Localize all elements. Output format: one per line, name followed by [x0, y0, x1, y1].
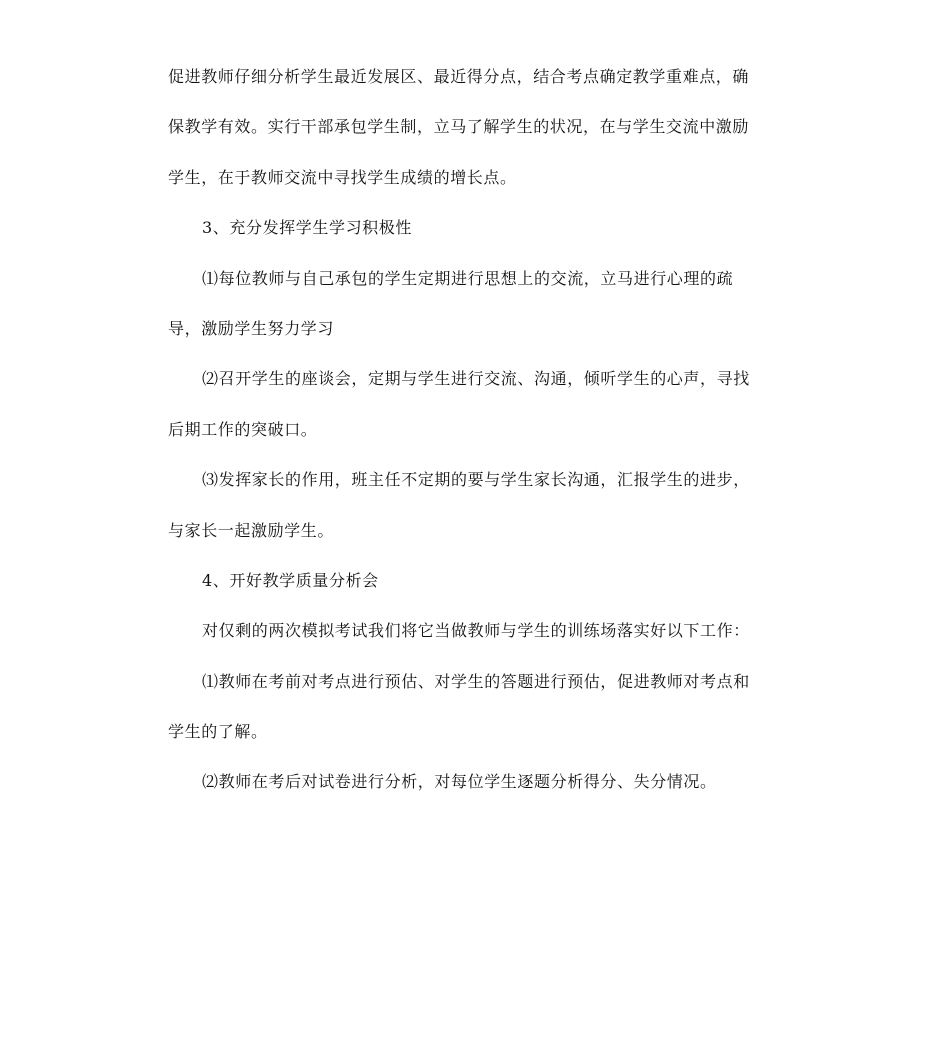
- list-item-2: ⑵教师在考后对试卷进行分析，对每位学生逐题分析得分、失分情况。: [202, 772, 717, 792]
- list-item-1: ⑴教师在考前对考点进行预估、对学生的答题进行预估，促进教师对考点和: [202, 671, 750, 691]
- document-body: [168, 52, 773, 808]
- section-heading-3: 3、充分发挥学生学习积极性: [202, 218, 412, 238]
- text-line: 保教学有效。实行干部承包学生制，立马了解学生的状况，在与学生交流中激励: [168, 117, 750, 137]
- text-line: 促进教师仔细分析学生最近发展区、最近得分点，结合考点确定教学重难点，确: [168, 67, 750, 86]
- text-line: 与家长一起激励学生。: [168, 520, 335, 540]
- text-line: 学生的了解。: [168, 722, 268, 742]
- list-item-3: ⑶发挥家长的作用，班主任不定期的要与学生家长沟通，汇报学生的进步，: [202, 470, 750, 490]
- list-item-2: ⑵召开学生的座谈会，定期与学生进行交流、沟通，倾听学生的心声，寻找: [202, 369, 750, 389]
- list-item-1: ⑴每位教师与自己承包的学生定期进行思想上的交流，立马进行心理的疏: [202, 268, 734, 288]
- text-line: 导，激励学生努力学习: [168, 318, 335, 338]
- text-line: 后期工作的突破口。: [168, 419, 318, 439]
- section-heading-4: 4、开好教学质量分析会: [202, 570, 379, 590]
- text-line: 学生，在于教师交流中寻找学生成绩的增长点。: [168, 167, 517, 187]
- paragraph-intro: 对仅剩的两次模拟考试我们将它当做教师与学生的训练场落实好以下工作：: [202, 621, 750, 641]
